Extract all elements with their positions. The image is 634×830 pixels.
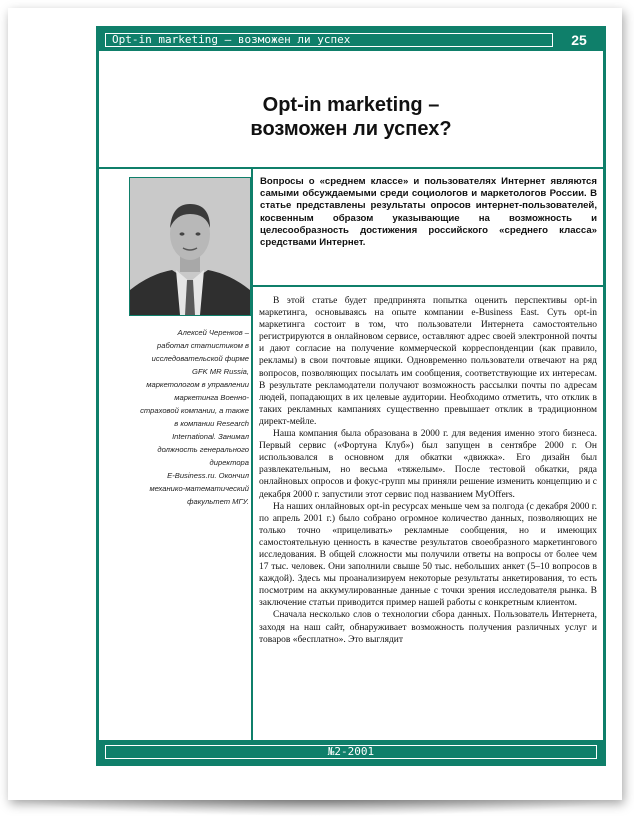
caption-line: директора [209, 458, 249, 467]
caption-line: исследовательской фирме [151, 354, 249, 363]
page-shadow [8, 798, 622, 816]
caption-line: маркетинга Военно- [174, 393, 249, 402]
caption-line: работал статистиком в [157, 341, 249, 350]
lead-box [253, 169, 603, 287]
article-title [99, 93, 603, 141]
caption-line: механико-математический [149, 484, 249, 493]
caption-line: International. Занимал [172, 432, 249, 441]
caption-line: страховой компании, а также [140, 406, 249, 415]
lead-paragraph: Вопросы о «среднем классе» и пользователях Интернет являются самыми обсуждаемыми среди социологов и маркетологов России. В статье представлены результаты опросов интернет-пользователей, косвенным образом указывающие на возможность и целесообразность достижения российского «среднего класса» средствами Интернет. [260, 176, 597, 249]
running-footer [99, 742, 603, 763]
caption-line: факультет МГУ. [187, 497, 249, 506]
article-title-line2: возможен ли успех? [250, 118, 452, 140]
page-number: 25 [571, 32, 587, 48]
caption-line: Алексей Черенков – [177, 328, 249, 337]
body-paragraph: В этой статье будет предпринята попытка оценить перспективы opt-in маркетинга, основываясь на опыте компании e-Business East. Суть opt-in маркетинга состоит в том, что пользователи Интернета самостоятельно регистрируются в онлайновом сервисе, оставляют адрес своей электронной почты и дают согласие на получение коммерческой корреспонденции (как правило, рекламы) в свои почтовые ящики. Одновременно пользователи отвечают на ряд вопросов, позволяющих посылать им сообщения, соответствующие их интересам. В результате рекламодатели получают возможность рассылки почты по адресам людей, попадающих в их целевые аудитории. Необходимо отметить, что отклик в таких рекламных кампаниях существенно превышает отклик в традиционном директ-мейле. [259, 296, 597, 427]
page-frame [96, 26, 606, 766]
running-header [99, 29, 603, 51]
author-photo [129, 177, 251, 316]
caption-line: должность генерального [157, 445, 249, 454]
issue-number: №2-2001 [105, 745, 597, 759]
magazine-page [8, 8, 622, 800]
running-title: Opt-in marketing – возможен ли успех [105, 33, 553, 47]
author-portrait-icon [130, 178, 250, 315]
title-box [99, 51, 603, 169]
caption-line: E-Business.ru. Окончил [167, 471, 249, 480]
article-body [259, 295, 597, 646]
caption-line: маркетологом в управлении [146, 380, 249, 389]
article-title-line1: Opt-in marketing – [262, 94, 440, 116]
caption-line: GFK MR Russia, [192, 367, 249, 376]
caption-line: в компании Research [174, 419, 249, 428]
body-paragraph: Сначала несколько слов о технологии сбора данных. Пользователь Интернета, заходя на наш сайт, обнаруживает возможность получения различных услуг и товаров «бесплатно». Это выглядит [259, 610, 597, 645]
author-caption [107, 326, 249, 508]
body-paragraph: На наших онлайновых opt-in ресурсах меньше чем за полгода (с декабря 2000 г. по апрель 2001 г.) было собрано огромное количество данных, позволяющих не только точно «прицеливать» рекламные сообщения, но и имеющих самостоятельную ценность в качестве результатов своеобразного маркетингового исследования. В общей сложности мы получили ответы на вопросы от более чем 17 тыс. человек. Они заполнили свыше 50 тыс. небольших анкет (5–10 вопросов в каждой). Здесь мы проанализируем некоторые результаты анкетирования, то есть посмотрим на аккумулированные данные с точки зрения исследователя рынка. В заключение статьи приводится пример нашей работы с конкретным клиентом. [259, 501, 597, 609]
body-paragraph: Наша компания была образована в 2000 г. для ведения именно этого бизнеса. Первый сервис («Фортуна Клуб») был запущен в сентябре 2000 г. Он использовался в основном для обкатки «движка». Его дизайн был развлекательным, но весьма «тяжелым». После тестовой обкатки, ряда онлайновых опросов и фокус-групп мы приняли решение изменить концепцию и с декабря 2000 г. запустили этот сервис под названием MyOffers. [259, 429, 597, 500]
